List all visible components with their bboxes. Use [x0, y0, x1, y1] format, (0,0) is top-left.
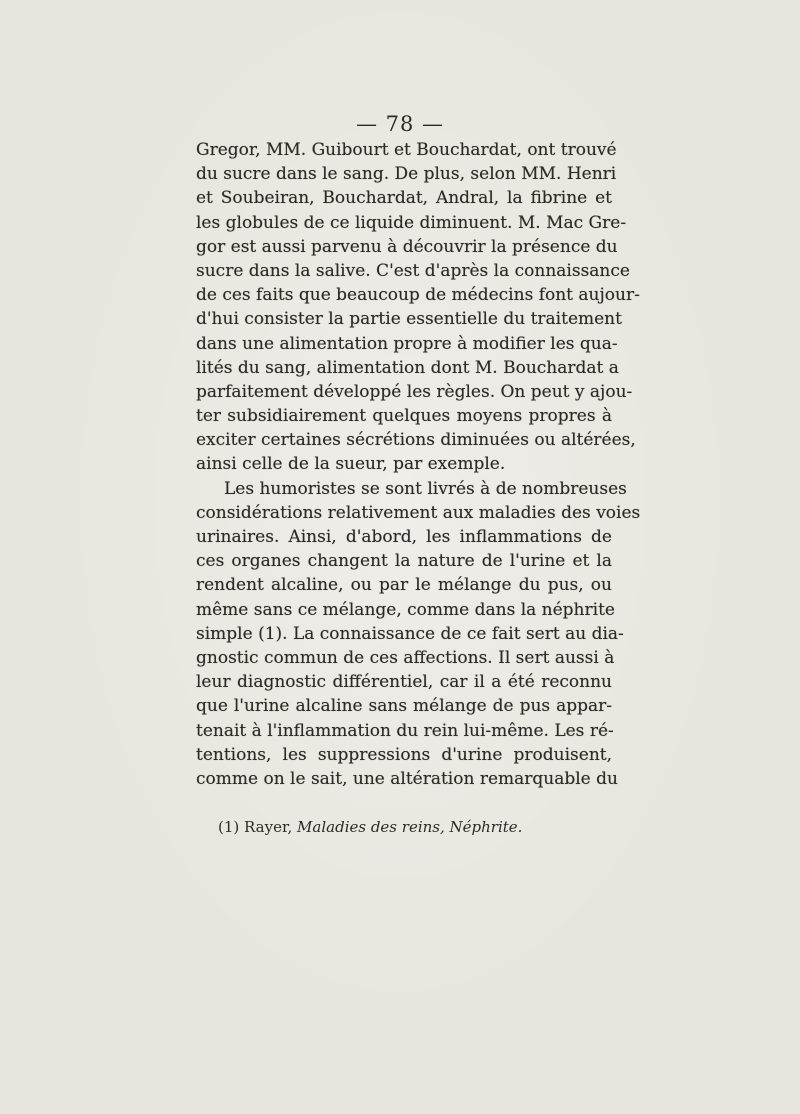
- footnote-section: Néphrite.: [449, 818, 523, 836]
- text-line: Les humoristes se sont livrés à de nombreuses: [224, 478, 627, 499]
- text-line: rendent alcaline, ou par le mélange du pus, ou: [196, 575, 612, 596]
- text-line: gor est aussi parvenu à découvrir la présence du: [196, 236, 618, 257]
- text-line: exciter certaines sécrétions diminuées ou altérées,: [196, 430, 636, 451]
- page-number: — 78 —: [355, 112, 445, 136]
- text-line: ces organes changent la nature de l'urine et la: [196, 551, 612, 572]
- body-text: [196, 138, 641, 791]
- text-line: simple (1). La connaissance de ce fait sert au dia-: [196, 623, 624, 644]
- text-line: ter subsidiairement quelques moyens propres à: [196, 406, 612, 427]
- text-line: urinaires. Ainsi, d'abord, les inflammations de: [196, 527, 612, 547]
- text-line: lités du sang, alimentation dont M. Bouchardat a: [196, 357, 619, 378]
- text-line: sucre dans la salive. C'est d'après la connaissance: [196, 260, 630, 281]
- footnote-title: Maladies des reins,: [297, 818, 445, 836]
- text-line: de ces faits que beaucoup de médecins font aujour-: [196, 285, 640, 306]
- text-line: considérations relativement aux maladies des voies: [196, 502, 641, 523]
- text-line: tenait à l'inflammation du rein lui-même. Les ré-: [196, 720, 614, 741]
- text-line: parfaitement développé les règles. On peut y ajou-: [196, 381, 633, 402]
- text-line: les globules de ce liquide diminuent. M. Mac Gre-: [196, 212, 627, 233]
- footnote-marker: (1): [218, 818, 240, 836]
- text-line: d'hui consister la partie essentielle du traitement: [196, 309, 622, 330]
- text-line: du sucre dans le sang. De plus, selon MM. Henri: [196, 164, 617, 185]
- text-line: tentions, les suppressions d'urine produisent,: [196, 744, 612, 765]
- text-line: et Soubeiran, Bouchardat, Andral, la fibrine et: [196, 188, 612, 209]
- text-line: comme on le sait, une altération remarquable du: [196, 768, 618, 789]
- footnote-author: Rayer,: [244, 818, 293, 836]
- text-line: que l'urine alcaline sans mélange de pus appar-: [196, 696, 612, 717]
- text-line: même sans ce mélange, comme dans la néphrite: [196, 599, 615, 620]
- text-line: leur diagnostic différentiel, car il a été reconnu: [196, 672, 612, 693]
- text-line: gnostic commun de ces affections. Il sert aussi à: [196, 647, 615, 668]
- text-line: ainsi celle de la sueur, par exemple.: [196, 454, 506, 475]
- text-line: Gregor, MM. Guibourt et Bouchardat, ont trouvé: [196, 140, 617, 160]
- text-line: dans une alimentation propre à modifier les qua-: [196, 333, 618, 354]
- footnote: [218, 818, 522, 836]
